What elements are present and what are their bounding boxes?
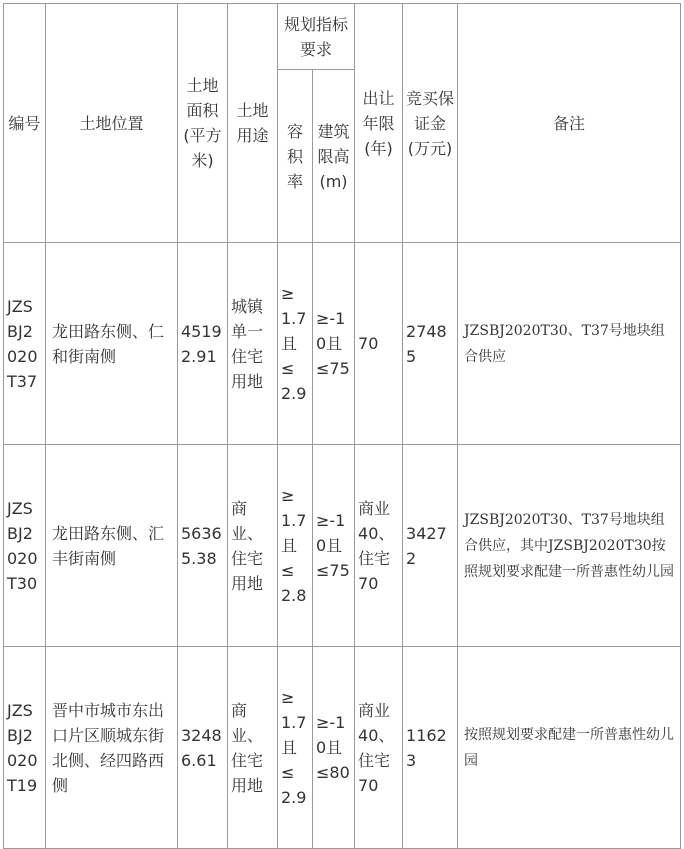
cell-id: JZSBJ2020T19 [4, 647, 46, 849]
cell-far: ≥1.7且≤2.9 [278, 243, 313, 445]
header-area: 土地面积(平方米) [178, 4, 228, 243]
header-deposit: 竞买保证金(万元) [403, 4, 458, 243]
land-table [3, 3, 681, 849]
table-row [4, 243, 681, 445]
cell-height: ≥-10且≤75 [313, 445, 355, 647]
cell-term: 商业40、住宅70 [355, 647, 403, 849]
table-row [4, 445, 681, 647]
header-note: 备注 [458, 4, 681, 243]
cell-location: 龙田路东侧、汇丰街南侧 [46, 445, 178, 647]
cell-area: 45192.91 [178, 243, 228, 445]
cell-area: 32486.61 [178, 647, 228, 849]
cell-use: 商业、住宅用地 [228, 445, 278, 647]
cell-id: JZSBJ2020T37 [4, 243, 46, 445]
cell-use: 城镇单一住宅用地 [228, 243, 278, 445]
cell-location: 晋中市城市东出口片区顺城东街北侧、经四路西侧 [46, 647, 178, 849]
cell-height: ≥-10且≤80 [313, 647, 355, 849]
cell-far: ≥1.7且≤2.8 [278, 445, 313, 647]
table-row [4, 647, 681, 849]
cell-note: 按照规划要求配建一所普惠性幼儿园 [458, 647, 681, 849]
cell-far: ≥1.7且≤2.9 [278, 647, 313, 849]
cell-note: JZSBJ2020T30、T37号地块组合供应 [458, 243, 681, 445]
cell-area: 56365.38 [178, 445, 228, 647]
cell-note: JZSBJ2020T30、T37号地块组合供应，其中JZSBJ2020T30按照规划要求配建一所普惠性幼儿园 [458, 445, 681, 647]
cell-location: 龙田路东侧、仁和街南侧 [46, 243, 178, 445]
header-planning: 规划指标要求 [278, 4, 355, 70]
header-height: 建筑限高(m) [313, 70, 355, 243]
cell-term: 70 [355, 243, 403, 445]
header-far: 容积率 [278, 70, 313, 243]
cell-term: 商业40、住宅70 [355, 445, 403, 647]
cell-deposit: 34272 [403, 445, 458, 647]
cell-deposit: 27485 [403, 243, 458, 445]
header-term: 出让年限(年) [355, 4, 403, 243]
header-id: 编号 [4, 4, 46, 243]
cell-use: 商业、住宅用地 [228, 647, 278, 849]
header-row-1 [4, 4, 681, 70]
cell-id: JZSBJ2020T30 [4, 445, 46, 647]
cell-deposit: 11623 [403, 647, 458, 849]
header-location: 土地位置 [46, 4, 178, 243]
header-use: 土地用途 [228, 4, 278, 243]
cell-height: ≥-10且≤75 [313, 243, 355, 445]
